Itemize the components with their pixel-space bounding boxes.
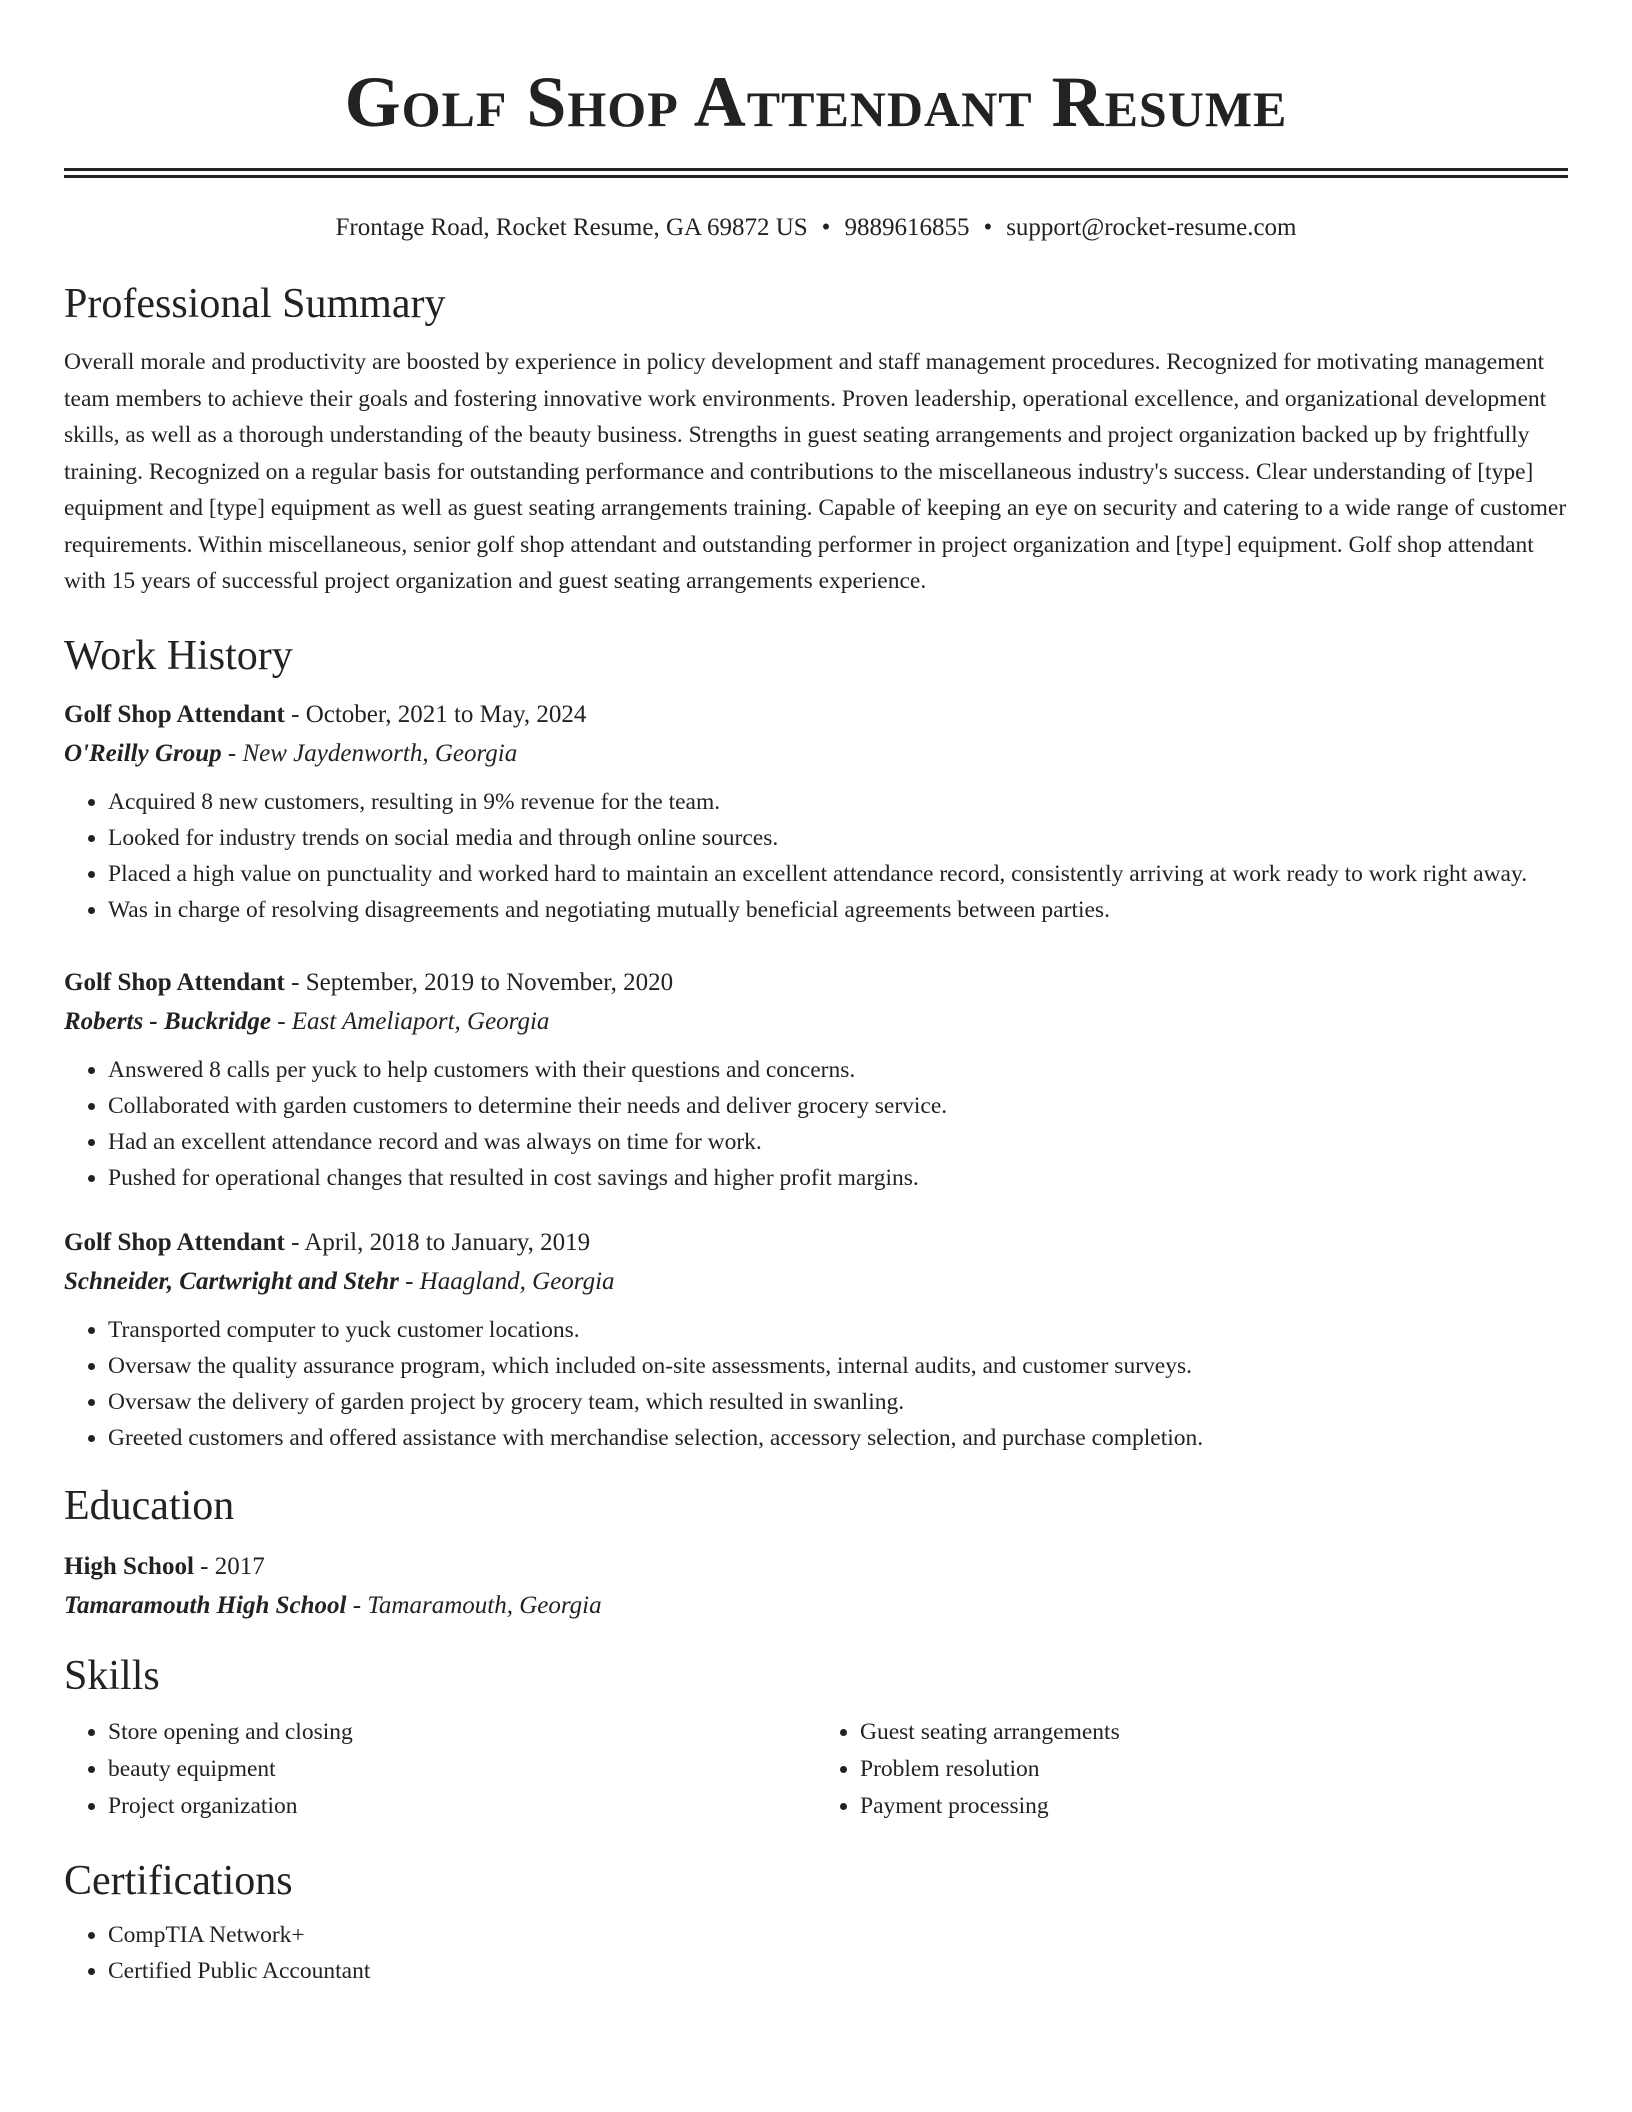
skill-item: • Guest seating arrangements — [860, 1714, 1568, 1751]
skills-list-right — [816, 1714, 1568, 1825]
job-duties-list — [64, 784, 1568, 928]
job-duty: • Collaborated with garden customers to determine their needs and deliver grocery service. — [108, 1088, 1568, 1124]
job-title-line — [64, 696, 1568, 734]
job-title-line — [64, 964, 1568, 1002]
skills-heading: Skills — [64, 1652, 160, 1699]
skill-item: • Payment processing — [860, 1788, 1568, 1825]
job-title-line — [64, 1224, 1568, 1262]
education-year: - 2017 — [193, 1552, 265, 1580]
contact-email: support@rocket-resume.com — [1006, 214, 1297, 241]
job-location: - New Jaydenworth, Georgia — [221, 739, 518, 767]
job-company: Schneider, Cartwright and Stehr — [64, 1267, 399, 1295]
job-duty: • Transported computer to yuck customer locations. — [108, 1312, 1568, 1348]
skills-list-left — [64, 1714, 816, 1825]
contact-line — [64, 212, 1568, 244]
education-school: Tamaramouth High School — [64, 1591, 347, 1619]
job-title: Golf Shop Attendant — [64, 968, 285, 996]
job-duty: • Answered 8 calls per yuck to help customers with their questions and concerns. — [108, 1052, 1568, 1088]
skill-item: • Problem resolution — [860, 1751, 1568, 1788]
skill-item: • beauty equipment — [108, 1751, 816, 1788]
job-company-line — [64, 1002, 1568, 1042]
education-degree-line — [64, 1548, 1568, 1586]
job-duty: • Pushed for operational changes that resulted in cost savings and higher profit margins. — [108, 1160, 1568, 1196]
job-location: - East Ameliaport, Georgia — [270, 1007, 550, 1035]
page-title: Golf Shop Attendant Resume — [344, 62, 1288, 142]
education-heading: Education — [64, 1482, 235, 1529]
skill-item: • Store opening and closing — [108, 1714, 816, 1751]
job-duty: • Was in charge of resolving disagreements and negotiating mutually beneficial agreements between parties. — [108, 892, 1568, 928]
job-duty: • Acquired 8 new customers, resulting in 9% revenue for the team. — [108, 784, 1568, 820]
education-location: - Tamaramouth, Georgia — [346, 1591, 602, 1619]
summary-text: Overall morale and productivity are boosted by experience in policy development and staff management procedures. Recognized for motivating management team members to achieve their goals and fostering innovative work environments. Proven leadership, operational excellence, and organizational development skills, as well as a thorough understanding of the beauty business. Strengths in guest seating arrangements and project organization backed up by frightfully training. Recognized on a regular basis for outstanding performance and contributions to the miscellaneous industry's success. Clear understanding of [type] equipment and [type] equipment as well as guest seating arrangements training. Capable of keeping an eye on security and catering to a wide range of customer requirements. Within miscellaneous, senior golf shop attendant and outstanding performer in project organization and [type] equipment. Golf shop attendant with 15 years of successful project organization and guest seating arrangements experience. — [64, 349, 1567, 594]
job-entry — [64, 964, 1568, 1196]
job-company-line — [64, 1262, 1568, 1302]
job-duty: • Greeted customers and offered assistance with merchandise selection, accessory selection, and purchase completion. — [108, 1420, 1568, 1456]
contact-phone: 9889616855 — [844, 214, 970, 241]
job-entry — [64, 1224, 1568, 1456]
work-history-heading: Work History — [64, 632, 293, 679]
job-duty: • Had an excellent attendance record and was always on time for work. — [108, 1124, 1568, 1160]
contact-separator: • — [983, 214, 993, 241]
job-company: Roberts - Buckridge — [64, 1007, 271, 1035]
job-duty: • Oversaw the quality assurance program, which included on-site assessments, internal audits, and customer surveys. — [108, 1348, 1568, 1384]
certifications-heading: Certifications — [64, 1857, 293, 1904]
job-dates: - April, 2018 to January, 2019 — [284, 1228, 591, 1256]
job-company: O'Reilly Group — [64, 739, 222, 767]
job-entry — [64, 696, 1568, 928]
job-duty: • Placed a high value on punctuality and worked hard to maintain an excellent attendance record, consistently arriving at work ready to work right away. — [108, 856, 1568, 892]
job-dates: - September, 2019 to November, 2020 — [284, 968, 674, 996]
education-entry — [64, 1548, 1568, 1626]
summary-heading: Professional Summary — [64, 281, 446, 327]
skills-columns — [64, 1714, 1568, 1825]
certification-item: • CompTIA Network+ — [108, 1917, 1568, 1953]
job-dates: - October, 2021 to May, 2024 — [284, 700, 587, 728]
education-school-line — [64, 1586, 1568, 1626]
certifications-list — [64, 1917, 1568, 1989]
job-location: - Haagland, Georgia — [398, 1267, 615, 1295]
education-degree: High School — [64, 1552, 194, 1580]
job-company-line — [64, 734, 1568, 774]
contact-separator: • — [821, 214, 831, 241]
job-duties-list — [64, 1052, 1568, 1196]
job-title: Golf Shop Attendant — [64, 1228, 285, 1256]
skill-item: • Project organization — [108, 1788, 816, 1825]
contact-address: Frontage Road, Rocket Resume, GA 69872 US — [335, 214, 808, 241]
certification-item: • Certified Public Accountant — [108, 1953, 1568, 1989]
job-duty: • Looked for industry trends on social media and through online sources. — [108, 820, 1568, 856]
job-duty: • Oversaw the delivery of garden project by grocery team, which resulted in swanling. — [108, 1384, 1568, 1420]
job-title: Golf Shop Attendant — [64, 700, 285, 728]
job-duties-list — [64, 1312, 1568, 1456]
title-divider — [64, 168, 1568, 178]
